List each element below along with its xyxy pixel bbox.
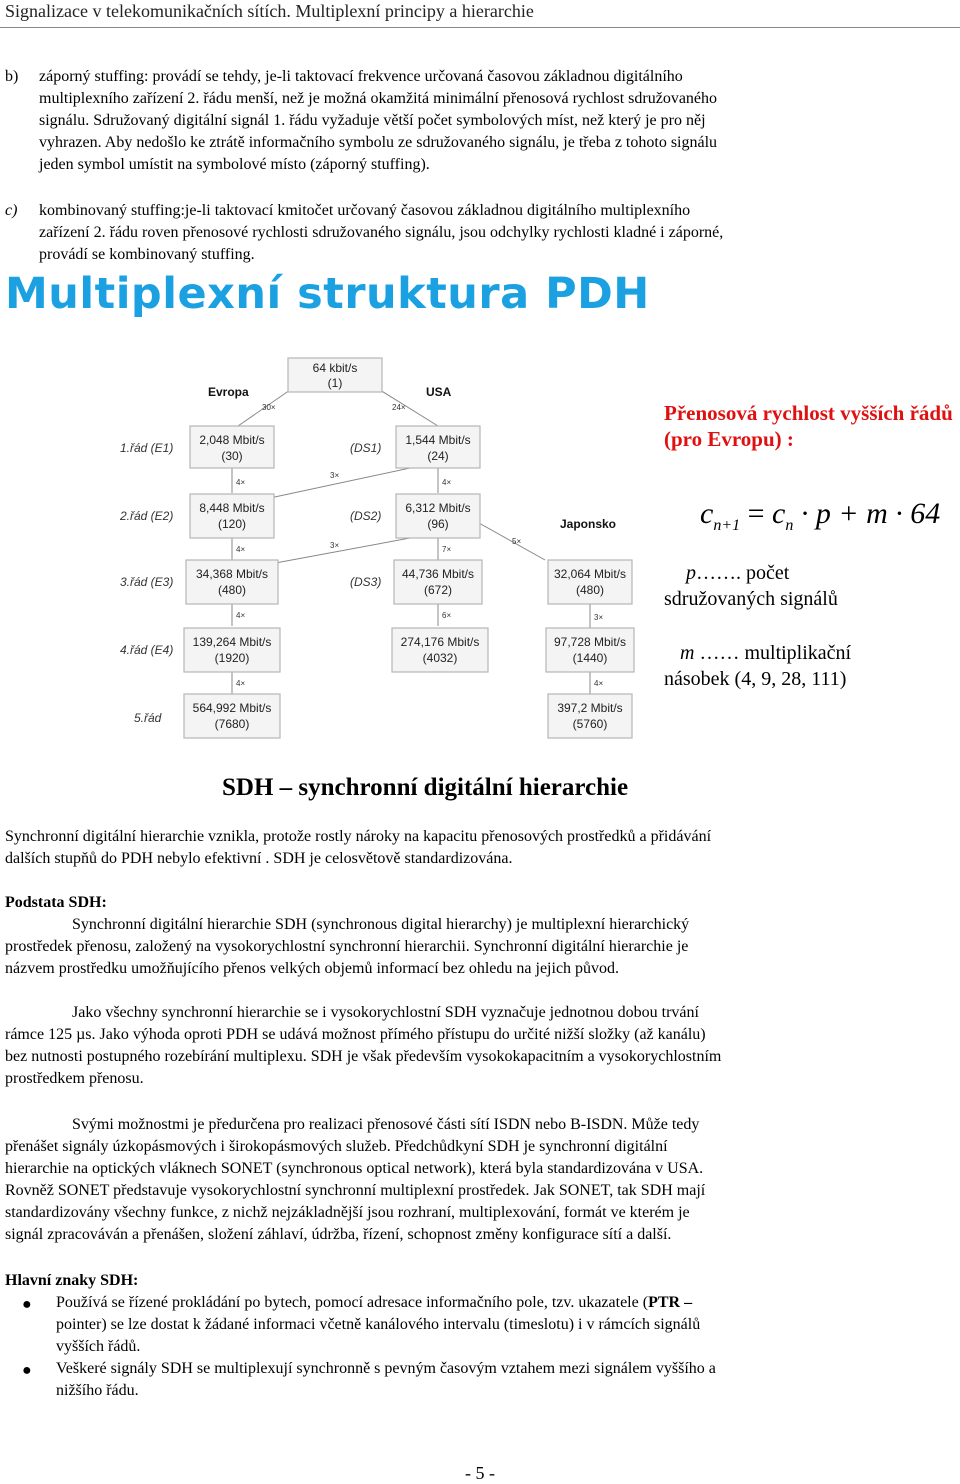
level-label: 3.řád (E3) (120, 575, 174, 589)
text-line: signál zpracováván a přenášen, složení záhlaví, údržba, řízení, schopnost změny konfigurace sítí a další. (5, 1226, 672, 1243)
level-label: (DS2) (350, 509, 382, 523)
page-number: - 5 - (465, 1463, 495, 1483)
text-line: Rovněž SONET představuje vysokorychlostní synchronní multiplexní prostředek. Jak SONET, tak SDH mají (5, 1182, 706, 1199)
item-term: kombinovaný stuffing: (39, 202, 185, 219)
level-label: 1.řád (E1) (120, 441, 174, 455)
podstata-heading: Podstata SDH: (5, 894, 107, 911)
mult-label: 4× (236, 478, 246, 487)
text-line: prostředek přenosu, založený na vysokorychlostní synchronní hierarchii. Synchronní digitální hierarchie je (5, 938, 689, 955)
dots: …… (694, 642, 745, 664)
node-count: (480) (575, 583, 605, 597)
node-count: (4032) (422, 651, 458, 665)
text-line: přenášet signály úzkopásmových i širokopásmových služeb. Předchůdkyní SDH je synchronní digitální (5, 1138, 668, 1155)
mult-label: 6× (442, 611, 452, 620)
level-label: (DS3) (350, 575, 382, 589)
item-text (39, 200, 899, 266)
symbol: m (680, 642, 695, 664)
edge-cross (270, 538, 410, 564)
mult-label: 5× (512, 537, 522, 546)
item-label: c) (5, 202, 18, 219)
mult-label: 4× (236, 611, 246, 620)
text-line: dalších stupňů do PDH nebylo efektivní . SDH je celosvětově standardizována. (5, 850, 513, 867)
text-line: hierarchie na optických vláknech SONET (synchronous optical network), která byla standardizována v USA. (5, 1160, 704, 1177)
definition-text: počet (746, 562, 790, 584)
node-rate: 32,064 Mbit/s (553, 567, 627, 581)
node-rate: 64 kbit/s (312, 361, 358, 375)
formula-part: · p + m · 64 (793, 497, 941, 530)
text-line: prostředkem přenosu. (5, 1070, 144, 1087)
sdh-intro (5, 826, 955, 870)
mult-label: 4× (594, 679, 604, 688)
list-item (5, 1358, 935, 1402)
text-bold: PTR – (648, 1294, 693, 1311)
level-label: 2.řád (E2) (120, 509, 174, 523)
usa-column (330, 426, 488, 672)
node-rate: 397,2 Mbit/s (557, 701, 623, 715)
podstata-paragraph-2 (5, 1002, 955, 1090)
podstata-paragraph-1 (5, 914, 955, 980)
node-rate: 2,048 Mbit/s (199, 433, 265, 447)
text-line: rámce 125 µs. Jako výhoda oproti PDH se udává možnost přímého přístupu do určité nižší složky (až kanálu) (5, 1026, 706, 1043)
mult-label: 4× (236, 679, 246, 688)
region-usa: USA (426, 385, 452, 399)
mult-label: 24× (392, 403, 406, 412)
node-count: (1920) (214, 651, 250, 665)
text-line: Jako všechny synchronní hierarchie se i vysokorychlostní SDH vyznačuje jednotnou dobou trvání (72, 1004, 699, 1021)
definition-text: multiplikační (744, 642, 852, 664)
formula-part: c (700, 497, 714, 530)
node-rate: 8,448 Mbit/s (199, 501, 265, 515)
running-header: Signalizace v telekomunikačních sítích. Multiplexní principy a hierarchie (5, 1, 534, 21)
node-count: (5760) (572, 717, 608, 731)
item-text (39, 66, 899, 176)
node-rate: 274,176 Mbit/s (400, 635, 480, 649)
header-rule (0, 27, 960, 28)
text-line: vyhrazen. (39, 134, 102, 151)
text-line: názvem prostředku umožňujícího přenos velkých objemů informací bez ohledu na jejich původ. (5, 960, 620, 977)
formula-sub: n (785, 517, 794, 534)
item-term: záporný stuffing: (39, 68, 149, 85)
side-heading: Přenosová rychlost vyšších řádů (pro Evropu) : (664, 401, 953, 451)
definition-text: sdružovaných signálů (664, 588, 838, 610)
text-line: je-li taktovací kmitočet určovaný časovou základnou digitálního multiplexního (184, 202, 691, 219)
text-line: multiplexního zařízení 2. řádu menší, než je možná okamžitá minimální přenosová rychlost sdružovaného (39, 90, 718, 107)
m-definition (664, 640, 954, 692)
node-count: (7680) (214, 717, 250, 731)
definition-text: násobek (4, 9, 28, 111) (664, 668, 847, 690)
rate-formula (700, 494, 960, 546)
sdh-features-list (5, 1292, 935, 1402)
text-line: Aby nedošlo ke ztrátě informačního symbolu ze sdružovaného signálu, je třeba z tohoto signálu (101, 134, 718, 151)
node-count: (120) (217, 517, 247, 531)
text-line: provádí se tehdy, je-li taktovací frekvence určovaná časovou základnou digitálního (148, 68, 683, 85)
edge-cross (270, 468, 410, 498)
node-rate: 1,544 Mbit/s (405, 433, 471, 447)
text-line: standardizovány všechny funkce, z nichž nejzákladnější jsou rozhraní, multiplexování, formát ve kterém je (5, 1204, 690, 1221)
mult-label: 4× (442, 478, 452, 487)
text-line: zařízení 2. řádu roven přenosové rychlosti sdružovaného signálu, jsou odchylky rychlosti kladné i záporné, (39, 224, 724, 241)
node-rate: 34,368 Mbit/s (195, 567, 269, 581)
region-europe: Evropa (208, 385, 249, 399)
text-line: Svými možnostmi je předurčena pro realizaci přenosové části sítí ISDN nebo B-ISDN. Může tedy (72, 1116, 700, 1133)
figure-title: Multiplexní struktura PDH (5, 269, 650, 319)
mult-label: 30× (262, 403, 276, 412)
text-line: nižšího řádu. (56, 1382, 139, 1399)
formula-part: = (740, 497, 773, 530)
text-line: vyšších řádů. (56, 1338, 141, 1355)
text-line: Synchronní digitální hierarchie vznikla, protože rostly nároky na kapacitu přenosových prostředků a přidávání (5, 828, 712, 845)
level-label: 5.řád (134, 711, 162, 725)
japan-column (512, 537, 634, 738)
node-rate: 97,728 Mbit/s (553, 635, 627, 649)
level-label: (DS1) (350, 441, 382, 455)
node-rate: 6,312 Mbit/s (405, 501, 471, 515)
symbol: p (686, 562, 696, 584)
item-label: b) (5, 68, 19, 85)
node-count: (96) (427, 517, 449, 531)
text-line: Veškeré signály SDH se multiplexují synchronně s pevným časovým vztahem mezi signálem vyššího a (56, 1360, 716, 1377)
list-item (5, 1292, 935, 1358)
node-count: (1440) (572, 651, 608, 665)
node-count: (480) (217, 583, 247, 597)
bullet-icon: ● (22, 1362, 32, 1379)
node-rate: 139,264 Mbit/s (192, 635, 272, 649)
text-line: Používá se řízené prokládání po bytech, pomocí adresace informačního pole, tzv. ukazatele ( (56, 1294, 649, 1311)
mult-label: 3× (330, 541, 340, 550)
node-rate: 564,992 Mbit/s (192, 701, 272, 715)
mult-label: 3× (594, 613, 604, 622)
node-count: (1) (327, 376, 343, 390)
text-line: provádí se kombinovaný stuffing. (39, 246, 255, 263)
pdh-hierarchy-diagram (0, 328, 650, 748)
node-rate: 44,736 Mbit/s (401, 567, 475, 581)
text-line: Synchronní digitální hierarchie SDH (synchronous digital hierarchy) je multiplexní hierarchický (72, 916, 690, 933)
node-count: (24) (427, 449, 449, 463)
mult-label: 7× (442, 545, 452, 554)
level-label: 4.řád (E4) (120, 643, 174, 657)
section-heading-sdh: SDH – synchronní digitální hierarchie (222, 774, 629, 801)
dots: ……. (696, 562, 746, 584)
text-line: pointer) se lze dostat k žádané informaci včetně kanálového intervalu (timeslotu) i v rámcích signálů (56, 1316, 701, 1333)
formula-part: c (772, 497, 786, 530)
formula-sub: n+1 (713, 517, 741, 534)
p-definition (664, 560, 954, 612)
text-line: jeden symbol umístit na symbolové místo (záporný stuffing). (39, 156, 430, 173)
znaky-heading: Hlavní znaky SDH: (5, 1272, 139, 1289)
text-line: bez nutnosti postupného rozebírání multiplexu. SDH je však především vysokokapacitním a vysokorychlostním (5, 1048, 722, 1065)
mult-label: 4× (236, 545, 246, 554)
mult-label: 3× (330, 471, 340, 480)
node-count: (672) (423, 583, 453, 597)
edge-jp (470, 518, 545, 560)
node-count: (30) (221, 449, 243, 463)
region-japan: Japonsko (560, 517, 617, 531)
podstata-paragraph-3 (5, 1114, 955, 1246)
text-line: signálu. Sdružovaný digitální signál 1. řádu vyžaduje větší počet symbolových míst, než který je pro něj (39, 112, 706, 129)
bullet-icon: ● (22, 1296, 32, 1313)
